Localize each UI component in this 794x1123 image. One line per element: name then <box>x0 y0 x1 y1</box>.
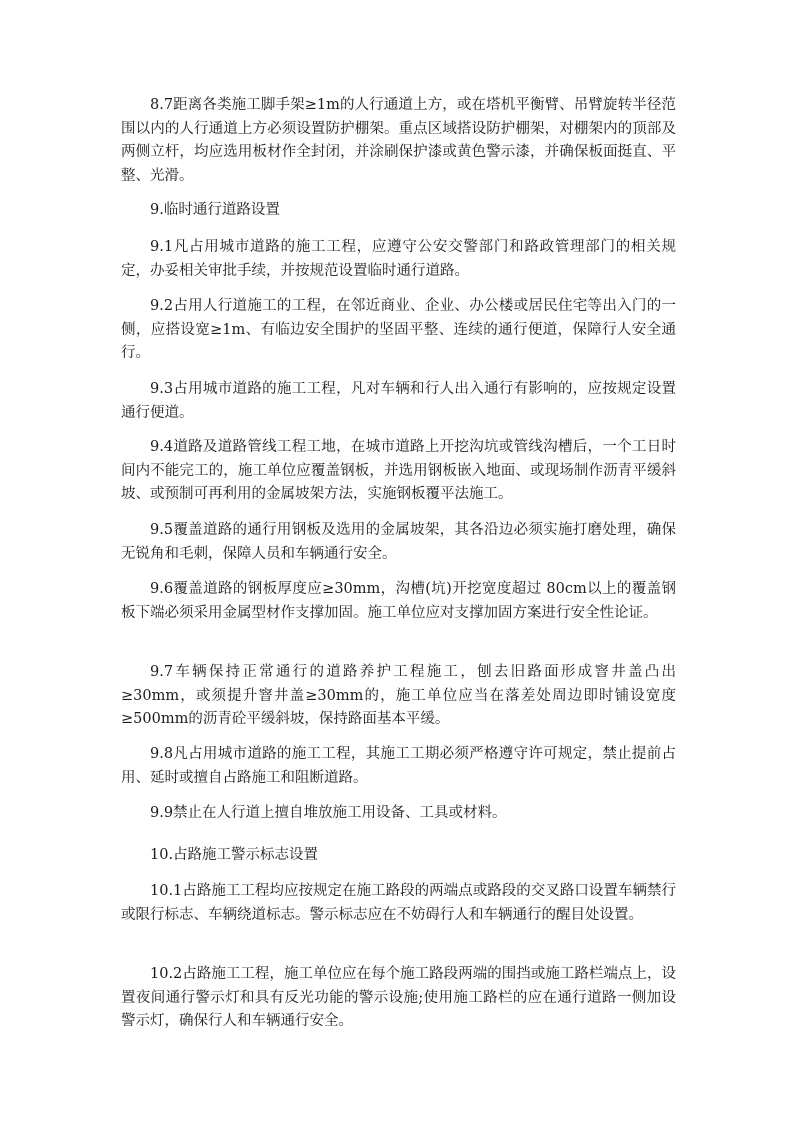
paragraph-10-2: 10.2占路施工工程，施工单位应在每个施工路段两端的围挡或施工路栏端点上，设置夜间通行警示灯和具有反光功能的警示设施;使用施工路栏的应在通行道路一侧加设警示灯，确保行人和车辆通行安全。 <box>121 966 676 1029</box>
paragraph-9-1: 9.1凡占用城市道路的施工工程，应遵守公安交警部门和路政管理部门的相关规定，办妥相关审批手续，并按规范设置临时通行道路。 <box>121 239 676 279</box>
section-heading-9: 9.临时通行道路设置 <box>150 202 280 218</box>
paragraph-9-5: 9.5覆盖道路的通行用钢板及选用的金属坡架，其各沿边必须实施打磨处理，确保无锐角和毛刺，保障人员和车辆通行安全。 <box>121 522 676 562</box>
paragraph-9-3: 9.3占用城市道路的施工工程，凡对车辆和行人出入通行有影响的，应按规定设置通行便道。 <box>121 381 676 421</box>
paragraph-9-7: 9.7车辆保持正常通行的道路养护工程施工，刨去旧路面形成窨井盖凸出≥30mm，或须提升窨井盖≥30mm的，施工单位应当在落差处周边即时铺设宽度≥500mm的沥青砼平缓斜坡，保持路面基本平缓。 <box>121 664 676 727</box>
paragraph-10-1: 10.1占路施工工程均应按规定在施工路段的两端点或路段的交叉路口设置车辆禁行或限行标志、车辆绕道标志。警示标志应在不妨碍行人和车辆通行的醒目处设置。 <box>121 883 676 923</box>
paragraph-9-9: 9.9禁止在人行道上擅自堆放施工用设备、工具或材料。 <box>150 805 507 821</box>
paragraph-8-7: 8.7距离各类施工脚手架≥1m的人行通道上方，或在塔机平衡臂、吊臂旋转半径范围以内的人行通道上方必须设置防护棚架。重点区域搭设防护棚架，对棚架内的顶部及两侧立杆，均应选用板材作全封闭，并涂刷保护漆或黄色警示漆，并确保板面挺直、平整、光滑。 <box>121 97 676 184</box>
paragraph-9-8: 9.8凡占用城市道路的施工工程，其施工工期必须严格遵守许可规定，禁止提前占用、延时或擅自占路施工和阻断道路。 <box>121 746 676 786</box>
paragraph-9-4: 9.4道路及道路管线工程工地，在城市道路上开挖沟坑或管线沟槽后，一个工日时间内不能完工的，施工单位应覆盖钢板，并选用钢板嵌入地面、或现场制作沥青平缓斜坡、或预制可再利用的金属坡架方法，实施钢板覆平法施工。 <box>121 439 676 502</box>
paragraph-9-2: 9.2占用人行道施工的工程，在邻近商业、企业、办公楼或居民住宅等出入门的一侧，应搭设宽≥1m、有临边安全围护的坚固平整、连续的通行便道，保障行人安全通行。 <box>121 298 676 361</box>
paragraph-9-6: 9.6覆盖道路的钢板厚度应≥30mm，沟槽(坑)开挖宽度超过 80cm以上的覆盖钢板下端必须采用金属型材作支撑加固。施工单位应对支撑加固方案进行安全性论证。 <box>121 581 676 621</box>
section-heading-10: 10.占路施工警示标志设置 <box>150 847 319 863</box>
